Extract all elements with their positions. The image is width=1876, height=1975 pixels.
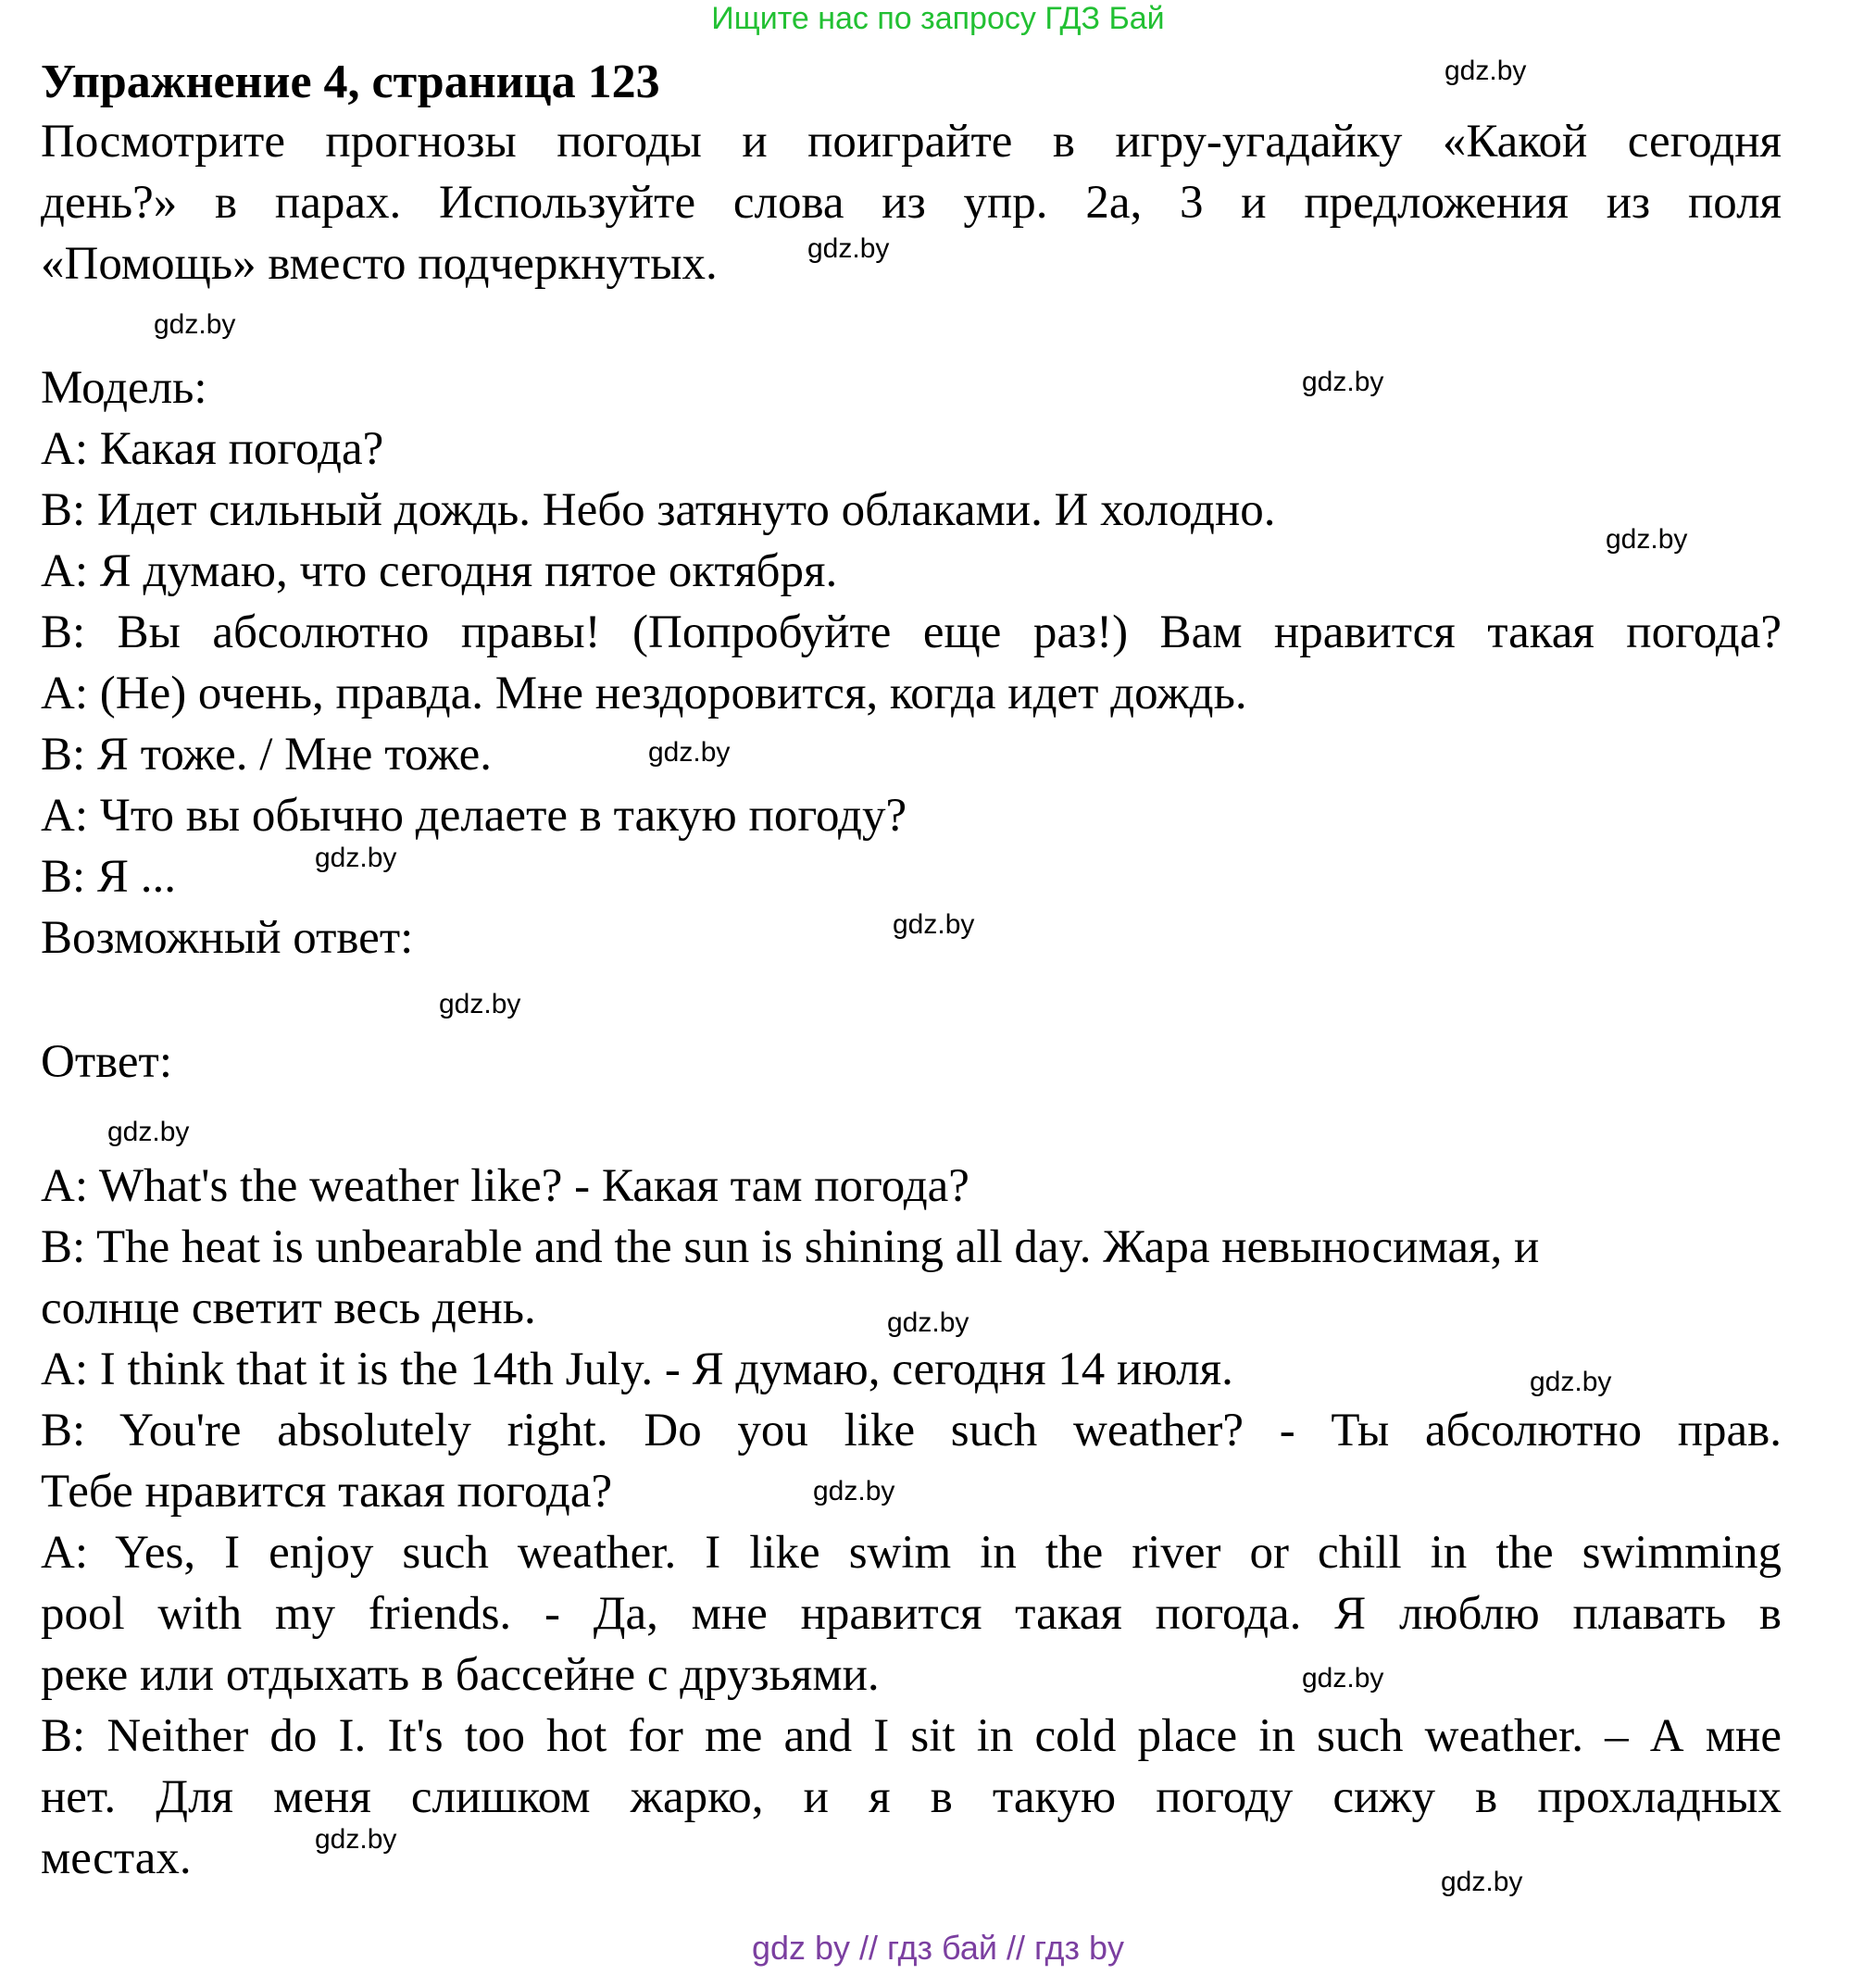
model-label: Модель:: [41, 362, 207, 414]
model-line-4: В: Вы абсолютно правы! (Попробуйте еще раз!) Вам нравится такая погода?: [41, 606, 1782, 658]
exercise-title: Упражнение 4, страница 123: [41, 56, 660, 108]
model-line-2: В: Идет сильный дождь. Небо затянуто облаками. И холодно.: [41, 484, 1276, 536]
task-line-1: Посмотрите прогнозы погоды и поиграйте в игру-угадайку «Какой сегодня: [41, 116, 1782, 168]
possible-answer-label: Возможный ответ:: [41, 912, 414, 964]
answer-line-3: солнце светит весь день.: [41, 1282, 536, 1334]
watermark: gdz.by: [1606, 524, 1688, 555]
top-banner: Ищите нас по запросу ГДЗ Бай: [711, 1, 1165, 36]
model-line-6: В: Я тоже. / Мне тоже.: [41, 729, 492, 781]
model-line-5: А: (Не) очень, правда. Мне нездоровится, когда идет дождь.: [41, 668, 1247, 719]
model-line-1: А: Какая погода?: [41, 423, 384, 475]
watermark: gdz.by: [315, 843, 397, 873]
answer-line-4: A: I think that it is the 14th July. - Я думаю, сегодня 14 июля.: [41, 1344, 1233, 1395]
answer-line-10: B: Neither do I. It's too hot for me and I sit in cold place in such weather. – А мне: [41, 1710, 1782, 1762]
answer-label: Ответ:: [41, 1036, 172, 1088]
answer-line-11: нет. Для меня слишком жарко, и я в такую погоду сижу в прохладных: [41, 1771, 1782, 1823]
answer-line-12: местах.: [41, 1832, 192, 1884]
model-line-8: В: Я ...: [41, 851, 176, 903]
answer-line-6: Тебе нравится такая погода?: [41, 1466, 613, 1518]
answer-line-1: A: What's the weather like? - Какая там погода?: [41, 1160, 969, 1212]
watermark: gdz.by: [439, 989, 521, 1019]
watermark: gdz.by: [807, 233, 890, 264]
model-line-7: А: Что вы обычно делаете в такую погоду?: [41, 790, 907, 842]
watermark: gdz.by: [315, 1824, 397, 1855]
answer-line-7: A: Yes, I enjoy such weather. I like swim in the river or chill in the swimming: [41, 1527, 1782, 1579]
watermark: gdz.by: [1530, 1367, 1612, 1397]
watermark: gdz.by: [893, 909, 975, 940]
watermark: gdz.by: [813, 1476, 895, 1506]
watermark: gdz.by: [1302, 367, 1384, 397]
answer-line-5: B: You're absolutely right. Do you like such weather? - Ты абсолютно прав.: [41, 1405, 1782, 1456]
task-line-2: день?» в парах. Используйте слова из упр. 2а, 3 и предложения из поля: [41, 177, 1782, 229]
model-line-3: А: Я думаю, что сегодня пятое октября.: [41, 545, 838, 597]
watermark: gdz.by: [1441, 1867, 1523, 1897]
watermark: gdz.by: [107, 1117, 190, 1147]
answer-line-8: pool with my friends. - Да, мне нравится такая погода. Я люблю плавать в: [41, 1588, 1782, 1640]
watermark: gdz.by: [648, 737, 731, 768]
watermark: gdz.by: [1302, 1663, 1384, 1694]
bottom-banner: gdz by // гдз бай // гдз by: [751, 1929, 1125, 1967]
watermark: gdz.by: [154, 309, 236, 340]
answer-line-9: реке или отдыхать в бассейне с друзьями.: [41, 1649, 880, 1701]
watermark: gdz.by: [887, 1307, 969, 1338]
watermark: gdz.by: [1445, 56, 1527, 86]
task-line-3: «Помощь» вместо подчеркнутых.: [41, 238, 718, 290]
answer-line-2: B: The heat is unbearable and the sun is shining all day. Жара невыносимая, и: [41, 1221, 1540, 1273]
